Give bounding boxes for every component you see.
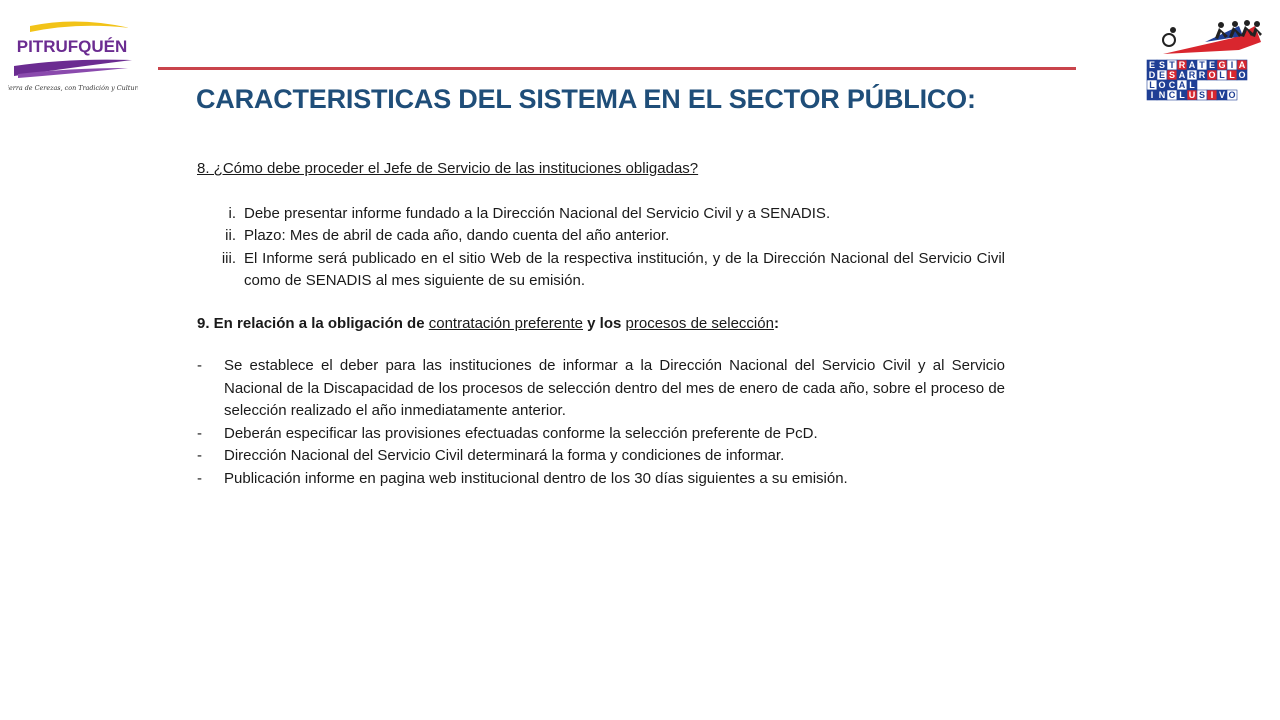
logo-tagline: Tierra de Cerezas, con Tradición y Cultura xyxy=(8,84,138,92)
page-title: CARACTERISTICAS DEL SISTEMA EN EL SECTOR PÚBLICO: xyxy=(196,84,976,114)
logo-name: PITRUFQUÉN xyxy=(16,37,128,56)
item-number: iii. xyxy=(221,249,236,267)
heading-text: 9. En relación a la obligación de xyxy=(197,314,429,332)
bullet-dash: - xyxy=(197,469,202,487)
pitrufquen-logo xyxy=(8,18,138,98)
slide-body xyxy=(197,158,1005,490)
item-text: Dirección Nacional del Servicio Civil determinará la forma y condiciones de informar. xyxy=(224,447,785,464)
bullet-dash: - xyxy=(197,447,202,464)
title-divider xyxy=(158,67,1076,70)
item-text: Publicación informe en pagina web institucional dentro de los 30 días siguientes a su emisión. xyxy=(224,469,848,487)
list-item xyxy=(197,248,1005,293)
section-8-list xyxy=(197,203,1005,293)
item-number: ii. xyxy=(225,227,236,244)
item-text: Plazo: Mes de abril de cada año, dando cuenta del año anterior. xyxy=(244,227,670,244)
list-item xyxy=(197,355,1005,423)
bullet-dash: - xyxy=(197,357,202,374)
heading-underlined-term: contratación preferente xyxy=(428,314,583,332)
heading-text: y los xyxy=(583,314,626,332)
list-item xyxy=(197,423,1005,446)
estrategia-desarrollo-logo xyxy=(1143,20,1263,106)
item-text: Debe presentar informe fundado a la Dirección Nacional del Servicio Civil y a SENADIS. xyxy=(244,204,831,222)
logo-row-text: D E S A R R O L L O xyxy=(1148,70,1246,80)
item-text: Se establece el deber para las instituciones de informar a la Dirección Nacional del Servicio Civil y al Servicio Nacional de la Discapacidad de los procesos de selección dentro del mes de enero de cada año, sobre el proceso de selección realizado el año inmediatamente anterior. xyxy=(224,357,1005,419)
list-item xyxy=(197,468,1005,491)
item-text: Deberán especificar las provisiones efectuadas conforme la selección preferente de PcD. xyxy=(224,424,818,442)
item-text: El Informe será publicado en el sitio Web de la respectiva institución, y de la Dirección Nacional del Servicio Civil como de SENADIS al mes siguiente de su emisión. xyxy=(244,249,1005,289)
heading-underlined-term: procesos de selección xyxy=(625,314,774,332)
logo-row-text: L O C A L xyxy=(1149,80,1195,90)
bullet-dash: - xyxy=(197,424,202,442)
section-9-heading xyxy=(197,313,1005,336)
item-number: i. xyxy=(228,204,236,222)
logo-row-text: E S T R A T E G I A xyxy=(1148,60,1246,70)
list-item xyxy=(197,445,1005,468)
logo-row-text: I N C L U S I V O xyxy=(1150,90,1236,100)
section-8-heading: 8. ¿Cómo debe proceder el Jefe de Servicio de las instituciones obligadas? xyxy=(197,160,699,177)
list-item xyxy=(197,225,1005,248)
heading-text: : xyxy=(773,314,779,332)
list-item xyxy=(197,203,1005,226)
section-9-list xyxy=(197,355,1005,490)
